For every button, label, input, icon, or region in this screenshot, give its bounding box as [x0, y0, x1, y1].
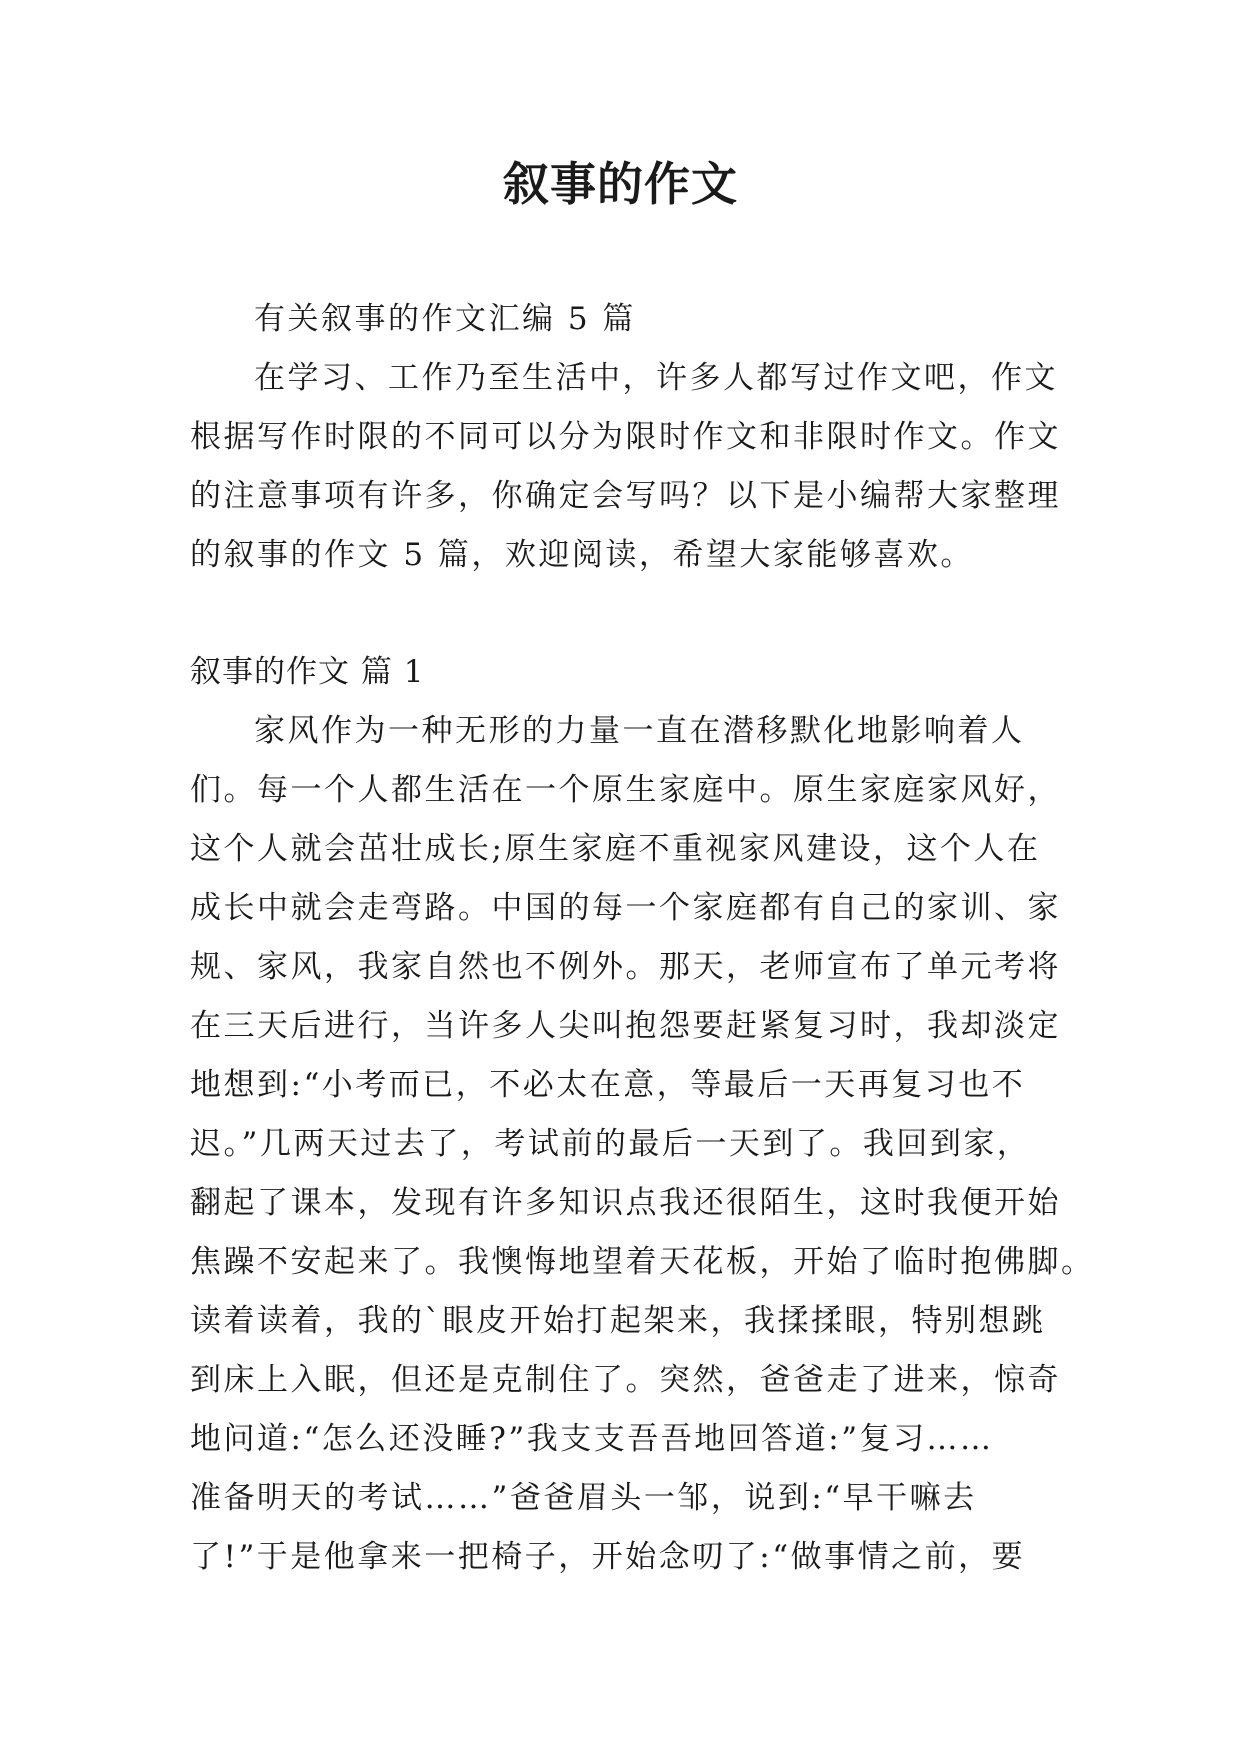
body-line: 读着读着，我的`眼皮开始打起架来，我揉揉眼，特别想跳 — [190, 1303, 1046, 1339]
body-line: 焦躁不安起来了。我懊悔地望着天花板，开始了临时抱佛脚。 — [190, 1244, 1095, 1280]
body-line: 家风作为一种无形的力量一直在潜移默化地影响着人 — [254, 713, 1025, 749]
body-line: 翻起了课本，发现有许多知识点我还很陌生，这时我便开始 — [190, 1185, 1061, 1221]
body-line: 了!”于是他拿来一把椅子，开始念叨了:“做事情之前，要 — [190, 1539, 1026, 1575]
body-line: 成长中就会走弯路。中国的每一个家庭都有自己的家训、家 — [190, 890, 1061, 926]
document-title: 叙事的作文 — [503, 157, 738, 211]
body-line: 规、家风，我家自然也不例外。那天，老师宣布了单元考将 — [190, 949, 1061, 985]
body-line: 地想到:“小考而已，不必太在意，等最后一天再复习也不 — [190, 1067, 1026, 1103]
intro-line: 在学习、工作乃至生活中，许多人都写过作文吧，作文 — [254, 360, 1058, 396]
body-line: 这个人就会茁壮成长;原生家庭不重视家风建设，这个人在 — [190, 831, 1041, 867]
document-body — [190, 290, 1095, 1587]
intro-line: 的叙事的作文 5 篇，欢迎阅读，希望大家能够喜欢。 — [190, 537, 974, 573]
body-line: 迟。”几两天过去了，考试前的最后一天到了。我回到家， — [190, 1126, 1031, 1162]
paragraph-gap — [190, 585, 1052, 643]
body-line: 们。每一个人都生活在一个原生家庭中。原生家庭家风好， — [190, 772, 1061, 808]
body-line: 到床上入眠，但还是克制住了。突然，爸爸走了进来，惊奇 — [190, 1362, 1061, 1398]
body-line: 在三天后进行，当许多人尖叫抱怨要赶紧复习时，我却淡定 — [190, 1008, 1061, 1044]
body-line: 地问道:“怎么还没睡?”我支支吾吾地回答道:”复习…… — [190, 1421, 994, 1457]
intro-line: 的注意事项有许多，你确定会写吗？以下是小编帮大家整理 — [190, 478, 1061, 514]
intro-line: 根据写作时限的不同可以分为限时作文和非限时作文。作文 — [190, 419, 1061, 455]
intro-subtitle: 有关叙事的作文汇编 5 篇 — [254, 301, 636, 337]
body-line: 准备明天的考试……”爸爸眉头一邹，说到:“早干嘛去 — [190, 1480, 977, 1516]
section-heading: 叙事的作文 篇 1 — [190, 654, 425, 690]
